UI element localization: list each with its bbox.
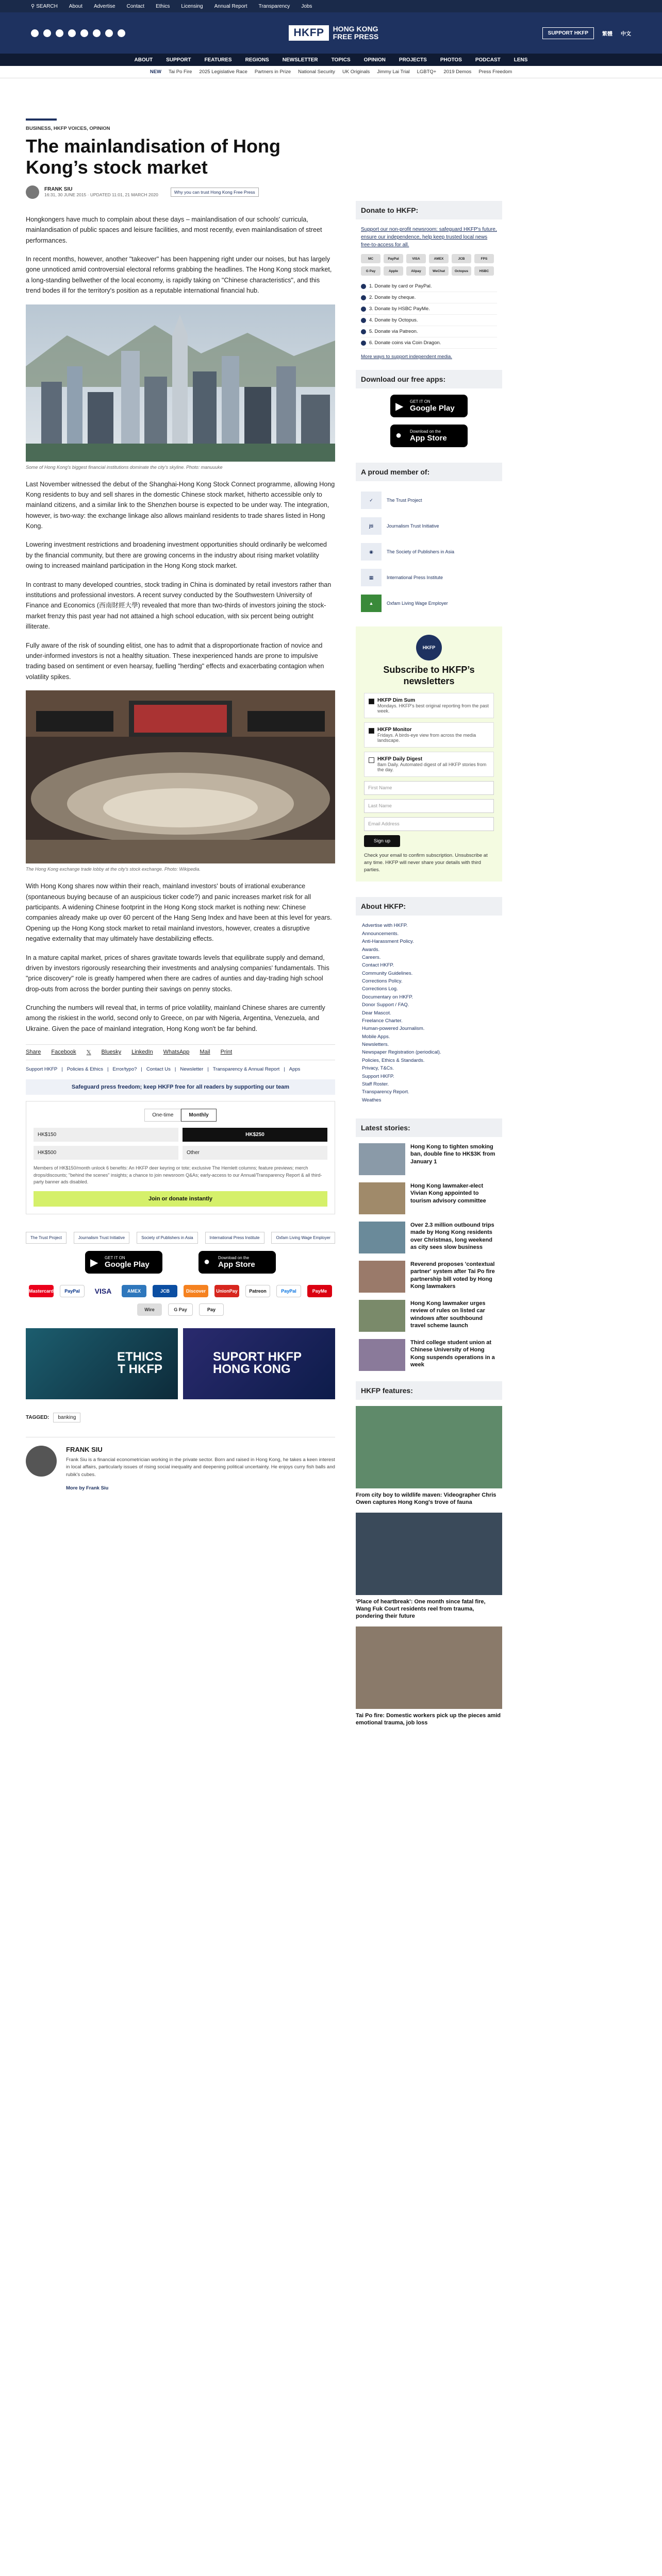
article-title: The mainlandisation of Hong Kong’s stock market	[26, 135, 280, 178]
member-logo[interactable]	[361, 513, 497, 539]
newsletter-option[interactable]	[364, 722, 494, 748]
newsletter-desc: Fridays. A birds-eye view from across the media landscape.	[377, 733, 476, 743]
promo-line: HONG KONG	[213, 1362, 291, 1376]
legal-link[interactable]: Policies & Ethics	[67, 1066, 103, 1073]
gpay-logo: G Pay	[168, 1303, 193, 1316]
about-link[interactable]: Transparency Report.	[362, 1089, 409, 1095]
trending-item[interactable]: LGBTQ+	[417, 69, 437, 75]
youtube-icon[interactable]	[93, 29, 101, 37]
email-field[interactable]: Email Address	[364, 817, 494, 831]
share-x[interactable]: 𝕏	[86, 1049, 91, 1056]
share-linkedin[interactable]: LinkedIn	[131, 1049, 153, 1056]
oxfam-icon: ▲	[361, 595, 382, 612]
legal-link[interactable]: Newsletter	[180, 1066, 204, 1073]
logo-line: HONG KONG	[333, 24, 378, 33]
gp-label: Google Play	[105, 1260, 150, 1269]
paypal-logo: PayPal	[60, 1285, 85, 1297]
latest-heading: Latest stories:	[356, 1118, 502, 1137]
discover-logo: Discover	[184, 1285, 208, 1297]
utility-link[interactable]: Licensing	[181, 3, 203, 9]
threads-icon[interactable]	[68, 29, 76, 37]
paragraph: With Hong Kong shares now within their reach, mainland investors' bouts of irrational exuberance (spontaneous buying because of an auspicious ticker code?) and panic increases market risk for all participants. A widening Chinese footprint in the Hong Kong stock market is nothing new: Chinese companies already make up over 60 percent of the Hang Seng Index and have been at this level for years. Opening up the Hong Kong stock market to retail mainland investors, however, creates a disruptive negative externality that may ultimately have destabilizing effects.	[26, 883, 332, 943]
about-link[interactable]: Documentary on HKFP.	[362, 994, 413, 1000]
octopus-icon	[361, 318, 366, 323]
nav-projects[interactable]: PROJECTS	[399, 57, 427, 63]
author-bio: Frank Siu is a financial econometrician working in the private sector. Born and raised in Hong Kong, he takes a keen interest in local affairs, particularly issues of rising social inequality and deepening political uncertainty. He enjoys curry fish balls and rubik's cubes.	[66, 1456, 335, 1478]
donate-method-label: 1. Donate by card or PayPal.	[369, 283, 432, 289]
about-link[interactable]: Advertise with HKFP.	[362, 923, 408, 929]
amount-option[interactable]: HK$150	[34, 1128, 178, 1142]
author-box	[26, 1437, 335, 1491]
share-facebook[interactable]: Facebook	[51, 1049, 76, 1056]
paragraph: Crunching the numbers will reveal that, in terms of price volatility, mainland Chinese shares are currently among the riskiest in the world, second only to Greece, on par with Nigeria, Argentina, Venezuela, and Ukraine. Given the pace of mainland integration, Hong Kong won't be far behind.	[26, 1004, 325, 1032]
latest-headline[interactable]: Hong Kong lawmaker-elect Vivian Kong appointed to tourism advisory committee	[410, 1183, 486, 1204]
card-icon	[361, 284, 366, 289]
latest-thumbnail[interactable]	[359, 1182, 405, 1214]
utility-link[interactable]: Annual Report	[214, 3, 247, 9]
trending-label: NEW	[150, 69, 161, 75]
cheque-icon	[361, 295, 366, 300]
last-name-field[interactable]: Last Name	[364, 799, 494, 813]
pay-logo: FPS	[474, 254, 494, 263]
exchange-photo	[26, 690, 335, 863]
join-button[interactable]: Join or donate instantly	[34, 1191, 327, 1207]
trending-item[interactable]: Jimmy Lai Trial	[377, 69, 410, 75]
coin-icon	[361, 341, 366, 346]
latest-list	[356, 1143, 502, 1371]
donate-widget	[26, 1101, 335, 1214]
donate-method[interactable]	[361, 303, 497, 315]
lang-link-2[interactable]: 中文	[621, 31, 631, 37]
byline	[26, 185, 335, 199]
pay-logo: JCB	[452, 254, 471, 263]
feature-headline[interactable]: From city boy to wildlife maven: Videographer Chris Owen captures Hong Kong's trove of fauna	[356, 1492, 496, 1506]
member-heading: A proud member of:	[356, 463, 502, 481]
sidebar-app-buttons	[356, 395, 502, 447]
pay-logo: Apple	[384, 266, 403, 276]
feature-item[interactable]	[356, 1406, 502, 1506]
jti-icon: jti	[361, 517, 382, 535]
press-freedom-banner[interactable]: Safeguard press freedom; keep HKFP free for all readers by supporting our team	[26, 1079, 335, 1095]
logo-box: HKFP	[289, 25, 328, 41]
newsletter-box	[356, 626, 502, 882]
author-name[interactable]: FRANK SIU	[44, 187, 73, 193]
nav-lens[interactable]: LENS	[514, 57, 528, 63]
feature-image[interactable]	[356, 1626, 502, 1709]
donate-method[interactable]	[361, 326, 497, 337]
donate-method[interactable]	[361, 292, 497, 303]
utility-link[interactable]: Ethics	[156, 3, 170, 9]
jti-logo[interactable]: Journalism Trust Initiative	[74, 1232, 129, 1244]
nav-regions[interactable]: REGIONS	[245, 57, 269, 63]
more-by-author-link[interactable]: More by Frank Siu	[66, 1485, 109, 1491]
latest-headline[interactable]: Over 2.3 million outbound trips made by Hong Kong residents over Christmas, long weekend as city sees slow business	[410, 1222, 494, 1250]
kicker-bar	[26, 118, 57, 121]
latest-item[interactable]	[359, 1300, 499, 1332]
trending-item[interactable]: UK Originals	[342, 69, 370, 75]
tab-one-time[interactable]: One-time	[144, 1109, 181, 1122]
latest-headline[interactable]: Hong Kong to tighten smoking ban, double fine to HK$3K from January 1	[410, 1144, 495, 1165]
pay-logo: G Pay	[361, 266, 380, 276]
newsletter-name: HKFP Dim Sum	[377, 698, 416, 704]
play-store-icon: ▶	[90, 1257, 98, 1268]
as-label: App Store	[410, 434, 447, 443]
share-bluesky[interactable]: Bluesky	[101, 1049, 122, 1056]
amex-logo: AMEX	[122, 1285, 146, 1297]
latest-headline[interactable]: Hong Kong lawmaker urges review of rules on listed car windows after southbound travel scheme launch	[410, 1300, 486, 1329]
utility-link[interactable]: About	[69, 3, 82, 9]
gp-label: Google Play	[410, 404, 455, 413]
newsletter-name: HKFP Daily Digest	[377, 756, 423, 762]
signup-button[interactable]: Sign up	[364, 835, 400, 847]
sidebar-payment-logos	[361, 254, 497, 276]
paragraph: In contrast to many developed countries, stock trading in China is dominated by retail investors rather than institutions and professional investors. A recent survey conducted by the Southwestern University of Finance and Economics (西南財經大學) revealed that more than two-thirds of investors joining the stock-market frenzy this past year had not attained a high school education, with six percent being outright illiterate.	[26, 581, 332, 631]
pay-logo: MC	[361, 254, 380, 263]
skyline-image	[26, 304, 335, 462]
share-mail[interactable]: Mail	[200, 1049, 210, 1056]
applepay-logo: Pay	[199, 1303, 224, 1316]
pay-logo: HSBC	[474, 266, 494, 276]
member-name: Journalism Trust Initiative	[387, 523, 439, 529]
donate-method-label: 3. Donate by HSBC PayMe.	[369, 306, 430, 312]
as-small: Download on the	[410, 429, 441, 434]
payme-logo: PayMe	[307, 1285, 332, 1297]
latest-item[interactable]	[359, 1222, 499, 1253]
lang-link[interactable]: 繁體	[602, 31, 613, 37]
checkbox[interactable]	[369, 757, 374, 763]
legal-link[interactable]: Transparency & Annual Report	[212, 1066, 280, 1073]
visa-logo: VISA	[91, 1285, 115, 1297]
photo-caption: The Hong Kong exchange trade lobby at the city's stock exchange. Photo: Wikipedia.	[26, 867, 201, 872]
tab-monthly[interactable]: Monthly	[181, 1109, 216, 1122]
instagram-icon[interactable]	[56, 29, 63, 37]
donate-method[interactable]	[361, 281, 497, 292]
member-logo[interactable]	[361, 590, 497, 616]
about-link[interactable]: Mobile Apps.	[362, 1033, 390, 1040]
nav-features[interactable]: FEATURES	[204, 57, 232, 63]
about-link[interactable]: Human-powered Journalism.	[362, 1026, 425, 1032]
trending-item[interactable]: 2025 Legislative Race	[199, 69, 247, 75]
skyline-photo	[26, 304, 335, 462]
pay-logo: AMEX	[429, 254, 449, 263]
newsletter-desc: Mondays. HKFP's best original reporting from the past week.	[377, 703, 489, 714]
main-nav	[0, 54, 662, 66]
article-date: 16:31, 30 JUNE 2015 · UPDATED 11:01, 21 MARCH 2020	[44, 192, 158, 198]
paypal-logo-2: PayPal	[276, 1285, 301, 1297]
patreon-icon	[361, 329, 366, 334]
logo-line: FREE PRESS	[333, 32, 379, 41]
trending-item[interactable]: 2019 Demos	[443, 69, 472, 75]
latest-item[interactable]	[359, 1261, 499, 1293]
newsletter-logo: HKFP	[416, 635, 442, 660]
nav-podcast[interactable]: PODCAST	[475, 57, 501, 63]
donate-text[interactable]: Support our non-profit newsroom: safeguard HKFP's future, ensure our independence, help keep trusted local news free-to-access for all.	[361, 227, 497, 248]
about-link[interactable]: Newspaper Registration (periodical).	[362, 1049, 441, 1056]
legal-link[interactable]: Support HKFP	[26, 1066, 58, 1073]
facebook-icon[interactable]	[31, 29, 39, 37]
oxfam-logo[interactable]: Oxfam Living Wage Employer	[271, 1232, 335, 1244]
about-link[interactable]: Privacy, T&Cs.	[362, 1065, 394, 1072]
pay-logo: Octopus	[452, 266, 471, 276]
member-logo[interactable]	[361, 539, 497, 565]
member-name: International Press Institute	[387, 575, 443, 580]
apple-icon: ●	[395, 430, 402, 441]
features-heading: HKFP features:	[356, 1381, 502, 1400]
author-photo[interactable]	[26, 1446, 57, 1477]
member-name: The Society of Publishers in Asia	[387, 549, 455, 554]
latest-thumbnail[interactable]	[359, 1300, 405, 1332]
newsletter-option[interactable]	[364, 693, 494, 718]
apple-icon: ●	[204, 1256, 210, 1267]
app-store-button[interactable]	[198, 1251, 276, 1274]
photo-caption: Some of Hong Kong's biggest financial institutions dominate the city's skyline. Photo: manuuuke	[26, 464, 223, 470]
legal-link[interactable]: Error/typo?	[112, 1066, 137, 1073]
promo-line: ETHICS	[117, 1349, 162, 1364]
paragraph: In recent months, however, another "takeover" has been happening right under our noises, but has largely gone unnoticed amid controversial electoral reforms grabbing the headlines. The Hong Kong stock market, a long-standing bellwether of the local economy, is rapidly taking on "Chinese characteristics", and this trend bodes ill for the territory's position as a reputable international financial hub.	[26, 255, 332, 295]
utility-link[interactable]: Contact	[126, 3, 145, 9]
utility-bar	[0, 0, 662, 12]
feature-item[interactable]	[356, 1626, 502, 1727]
partner-logos	[26, 1232, 335, 1244]
pay-logo: WeChat	[429, 266, 449, 276]
about-heading: About HKFP:	[356, 897, 502, 916]
search-link[interactable]: ⚲ SEARCH	[31, 3, 58, 9]
newsletter-name: HKFP Monitor	[377, 727, 412, 733]
promo-line: SUPORT HKFP	[213, 1349, 302, 1364]
about-list	[362, 922, 496, 1104]
search-label: SEARCH	[36, 3, 58, 9]
x-icon[interactable]	[43, 29, 51, 37]
latest-thumbnail[interactable]	[359, 1143, 405, 1175]
donate-method-label: 4. Donate by Octopus.	[369, 317, 418, 323]
ipi-logo[interactable]: International Press Institute	[205, 1232, 264, 1244]
feature-headline[interactable]: 'Place of heartbreak': One month since fatal fire, Wang Fuk Court residents reel from trauma, pondering their future	[356, 1598, 486, 1620]
exchange-image	[26, 690, 335, 863]
donate-method-label: 5. Donate via Patreon.	[369, 329, 418, 334]
feature-image[interactable]	[356, 1513, 502, 1595]
membership-note: Members of HK$150/month unlock 6 benefits: An HKFP deer keyring or tote; exclusive The Hemlett columns; feature previews; merch drops/discounts; "behind the scenes" insights; a chance to join newsroom Q&As; early-access to our Annual/Transparency Report & all third-party banner ads disabled.	[34, 1165, 322, 1185]
share-print[interactable]: Print	[220, 1049, 233, 1056]
about-link[interactable]: Support HKFP.	[362, 1073, 394, 1079]
sopa-icon: ◉	[361, 543, 382, 561]
about-link[interactable]: Anti-Harassment Policy.	[362, 939, 414, 945]
donate-heading: Donate to HKFP:	[356, 201, 502, 219]
trending-item[interactable]: National Security	[298, 69, 335, 75]
feature-headline[interactable]: Tai Po fire: Domestic workers pick up the pieces amid emotional trauma, job loss	[356, 1712, 501, 1726]
latest-headline[interactable]: Third college student union at Chinese University of Hong Kong suspends operations in a week	[410, 1340, 495, 1368]
google-play-button[interactable]	[85, 1251, 162, 1274]
mastercard-logo: Mastercard	[29, 1285, 54, 1297]
app-buttons	[26, 1251, 335, 1274]
trust-project-icon: ✓	[361, 492, 382, 509]
donate-method-label: 6. Donate coins via Coin Dragon.	[369, 340, 441, 346]
about-link[interactable]: Staff Roster.	[362, 1081, 389, 1087]
member-logo[interactable]	[361, 487, 497, 513]
article	[26, 118, 335, 1491]
trending-bar	[0, 66, 662, 78]
about-link[interactable]: Corrections Log.	[362, 986, 398, 992]
as-label: App Store	[218, 1260, 255, 1269]
promo-line: T HKFP	[118, 1362, 162, 1376]
about-link[interactable]: Donor Support / FAQ.	[362, 1002, 409, 1008]
newsletter-option[interactable]	[364, 752, 494, 777]
telegram-icon[interactable]	[105, 29, 113, 37]
features-list	[356, 1406, 502, 1726]
promo-banners	[26, 1328, 335, 1399]
member-list	[361, 487, 497, 616]
latest-thumbnail[interactable]	[359, 1222, 405, 1253]
site-logo[interactable]	[289, 25, 378, 41]
paragraph: Fully aware of the risk of sounding elitist, one has to admit that a disproportionate fraction of novice and under-informed investors is not a healthy situation. These inexperienced hands are prone to impulsive trading based on sentiment or even hearsay, fuelling "herding" effects and exacerbating contagion when volatility spikes.	[26, 641, 324, 681]
newsletter-note: Check your email to confirm subscription. Unsubscribe at any time. HKFP will never share your details with third parties.	[364, 853, 488, 873]
payment-logos	[26, 1285, 335, 1316]
article-body	[26, 214, 335, 1034]
about-link[interactable]: Dear Mascot.	[362, 1010, 391, 1016]
nav-newsletter[interactable]: NEWSLETTER	[282, 57, 318, 63]
trust-project-logo[interactable]: The Trust Project	[26, 1232, 67, 1244]
app-store-button[interactable]	[390, 425, 468, 447]
google-play-button[interactable]	[390, 395, 468, 417]
gp-small: GET IT ON	[105, 1255, 125, 1260]
share-bar	[26, 1044, 335, 1060]
about-link[interactable]: Weathes	[362, 1097, 382, 1103]
paragraph: Last November witnessed the debut of the Shanghai-Hong Kong Stock Connect programme, allowing Hong Kong residents to buy and sell shares in the domestic Chinese stock market, hitherto accessible only to mainland citizens, and a similar link to the Shenzhen bourse is expected to be under way. The integration, however, is two-way: the exchange linkage also allows mainland residents to trade shares listed in Hong Kong.	[26, 480, 335, 530]
legal-link[interactable]: Apps	[289, 1066, 301, 1073]
newsletter-title: Subscribe to HKFP’s newsletters	[383, 665, 475, 686]
frequency-toggle	[34, 1109, 327, 1122]
nav-photos[interactable]: PHOTOS	[440, 57, 462, 63]
tags	[26, 1413, 335, 1422]
patreon-logo: Patreon	[245, 1285, 270, 1297]
about-link[interactable]: Policies, Ethics & Standards.	[362, 1057, 425, 1063]
nav-opinion[interactable]: OPINION	[363, 57, 386, 63]
about-link[interactable]: Newsletters.	[362, 1042, 389, 1048]
nav-support[interactable]: SUPPORT	[166, 57, 191, 63]
feature-item[interactable]	[356, 1513, 502, 1620]
more-ways-link[interactable]: More ways to support independent media.	[361, 354, 452, 360]
support-promo[interactable]	[183, 1328, 335, 1399]
utility-link[interactable]: Advertise	[93, 3, 115, 9]
paragraph: Lowering investment restrictions and broadening investment opportunities should ordinarily be welcomed by the financial community, but there are growing concerns in the industry about rising market volatility owing to increased mainland participation in the Hong Kong stock market.	[26, 541, 327, 570]
donate-method[interactable]	[361, 337, 497, 349]
social-icons	[31, 29, 125, 37]
member-logo[interactable]	[361, 565, 497, 590]
sidebar	[356, 201, 502, 1733]
ipi-icon: ▦	[361, 569, 382, 586]
latest-headline[interactable]: Reverend proposes 'contextual partner' system after Tai Po fire partnership bill voted by Hong Kong lawmakers	[410, 1261, 495, 1290]
article-categories[interactable]: BUSINESS, HKFP VOICES, OPINION	[26, 126, 110, 131]
paragraph: Hongkongers have much to complain about these days – mainlandisation of our schools' curricula, mainlandisation of public spaces and leisure facilities, and most recently, even mainlandisation of street performances.	[26, 215, 322, 244]
tag-link[interactable]: banking	[53, 1413, 80, 1422]
pay-logo: PayPal	[384, 254, 403, 263]
about-link[interactable]: Contact HKFP.	[362, 962, 394, 969]
trending-item[interactable]: Partners in Prize	[254, 69, 291, 75]
author-avatar[interactable]	[26, 185, 39, 199]
about-link[interactable]: Careers.	[362, 954, 381, 960]
rss-icon[interactable]	[118, 29, 125, 37]
member-name: The Trust Project	[387, 498, 422, 503]
share-label[interactable]: Share	[26, 1049, 41, 1056]
newsletter-desc: 8am Daily. Automated digest of all HKFP stories from the day.	[377, 762, 487, 773]
play-store-icon: ▶	[395, 401, 404, 412]
amount-option-other[interactable]: Other	[183, 1146, 327, 1160]
pay-logo: Alipay	[406, 266, 426, 276]
donate-method[interactable]	[361, 315, 497, 326]
donate-method-label: 2. Donate by cheque.	[369, 295, 416, 300]
nav-about[interactable]: ABOUT	[134, 57, 153, 63]
pay-logo: VISA	[406, 254, 426, 263]
utility-link[interactable]: Jobs	[301, 3, 312, 9]
gp-small: GET IT ON	[410, 399, 431, 404]
wire-logo: Wire	[137, 1303, 162, 1316]
about-link[interactable]: Corrections Policy.	[362, 978, 403, 985]
payme-icon	[361, 307, 366, 312]
jcb-logo: JCB	[153, 1285, 177, 1297]
amount-option[interactable]: HK$500	[34, 1146, 178, 1160]
apps-heading: Download our free apps:	[356, 370, 502, 388]
utility-link[interactable]: Transparency	[258, 3, 290, 9]
nav-topics[interactable]: TOPICS	[331, 57, 351, 63]
legal-links: Support HKFP | Policies & Ethics | Error/typo? | Contact Us | Newsletter | Transparency & Annual Report | Apps	[26, 1066, 301, 1073]
latest-item[interactable]	[359, 1339, 499, 1371]
latest-thumbnail[interactable]	[359, 1339, 405, 1371]
brand-bar	[0, 12, 662, 54]
first-name-field[interactable]: First Name	[364, 781, 494, 795]
latest-thumbnail[interactable]	[359, 1261, 405, 1293]
member-name: Oxfam Living Wage Employer	[387, 601, 448, 606]
amount-options	[34, 1128, 327, 1160]
as-small: Download on the	[218, 1255, 250, 1260]
share-whatsapp[interactable]: WhatsApp	[163, 1049, 190, 1056]
author-box-name[interactable]: FRANK SIU	[66, 1445, 103, 1453]
feature-image[interactable]	[356, 1406, 502, 1488]
support-button[interactable]: SUPPORT HKFP	[542, 27, 594, 39]
checkbox-checked[interactable]	[369, 728, 374, 734]
tagged-label: TAGGED:	[26, 1414, 49, 1420]
about-link[interactable]: Awards.	[362, 946, 380, 953]
sopa-logo[interactable]: Society of Publishers in Asia	[137, 1232, 198, 1244]
bluesky-icon[interactable]	[80, 29, 88, 37]
about-link[interactable]: Community Guidelines.	[362, 970, 413, 976]
ethics-promo[interactable]	[26, 1328, 178, 1399]
legal-link[interactable]: Contact Us	[146, 1066, 171, 1073]
amount-option-selected[interactable]: HK$250	[183, 1128, 327, 1142]
unionpay-logo: UnionPay	[214, 1285, 239, 1297]
why-trust-link[interactable]: Why you can trust Hong Kong Free Press	[171, 188, 259, 197]
latest-item[interactable]	[359, 1143, 499, 1175]
about-link[interactable]: Freelance Charter.	[362, 1018, 403, 1024]
about-link[interactable]: Announcements.	[362, 930, 399, 937]
latest-item[interactable]	[359, 1182, 499, 1214]
paragraph: In a mature capital market, prices of shares gravitate towards levels that equilibrate supply and demand, driven by investors rigorously researching their investments and analysing companies' fundamentals. This "price discovery" role is greatly hampered when there are cadres of aunties and day-trading high school drop-outs from across the border punting their savings on penny stocks.	[26, 954, 329, 993]
checkbox-checked[interactable]	[369, 699, 374, 704]
trending-item[interactable]: Press Freedom	[478, 69, 512, 75]
trending-item[interactable]: Tai Po Fire	[169, 69, 192, 75]
